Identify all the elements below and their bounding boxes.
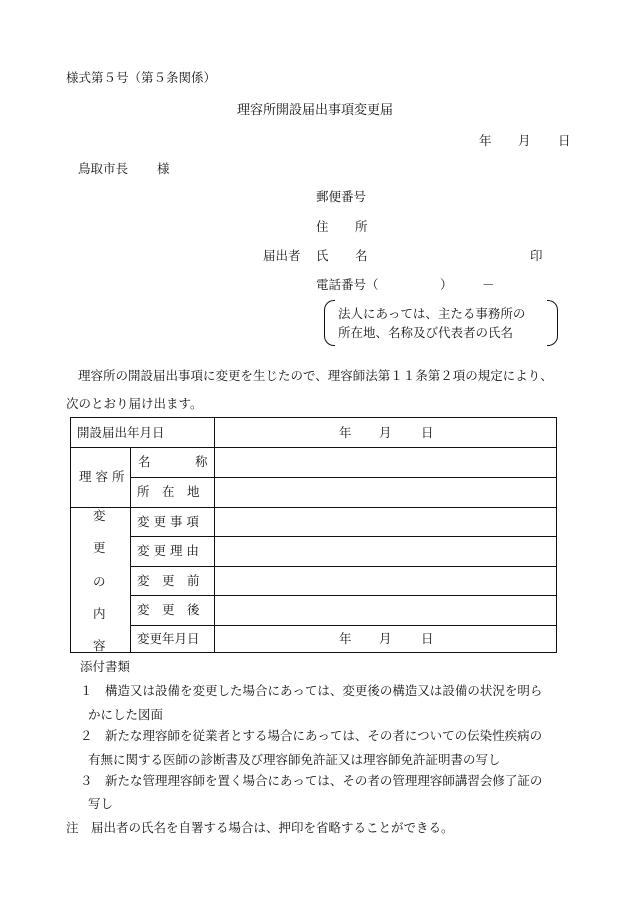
addressee-honorific: 様 <box>157 161 170 176</box>
change-content-char: 容 <box>93 638 106 653</box>
attachment-item1-line1: １ 構造又は設備を変更した場合にあっては、変更後の構造又は設備の状況を明ら <box>80 683 543 698</box>
address-label-first: 住 <box>316 219 329 234</box>
applicant-label: 届出者 <box>263 248 301 263</box>
row-divider <box>71 447 556 448</box>
attachment-item2-line2: 有無に関する医師の診断書及び理容師免許証又は理容師免許証明書の写し <box>88 752 501 767</box>
seal-mark: 印 <box>530 248 543 263</box>
attachment-item2-line1: ２ 新たな理容師を従業者とする場合にあっては、その者についての伝染性疾病の <box>80 728 543 743</box>
change-date-label: 変更年月日 <box>137 631 200 646</box>
corporation-note <box>332 300 550 346</box>
after-change-label: 変 更 後 <box>137 602 200 617</box>
location-label: 所 在 地 <box>137 484 200 499</box>
addressee-name: 鳥取市長 <box>78 161 129 176</box>
date-month-label: 月 <box>518 133 531 148</box>
phone-dash: － <box>482 277 495 292</box>
col-divider <box>214 418 215 652</box>
change-date-year: 年 <box>339 631 352 646</box>
phone-label: 電話番号（ <box>316 277 379 292</box>
attachments-heading: 添付書類 <box>80 659 131 674</box>
col-divider <box>130 447 131 652</box>
opening-date-year: 年 <box>339 425 352 440</box>
opening-date-label: 開設届出年月日 <box>77 425 165 440</box>
address-label-second: 所 <box>355 219 368 234</box>
before-change-label: 変 更 前 <box>137 573 200 588</box>
change-content-char: 内 <box>93 606 106 621</box>
change-content-char: 変 <box>93 508 106 523</box>
body-text-line1: 理容所の開設届出事項に変更を生じたので、理容師法第１１条第２項の規定により、 <box>78 368 553 383</box>
phone-close-paren: ） <box>440 277 453 292</box>
change-date-day: 日 <box>421 631 434 646</box>
corporation-note-line1: 法人にあっては、主たる事務所の <box>338 306 526 321</box>
attachment-item3-line1: ３ 新たな管理理容師を置く場合にあっては、その者の管理理容師講習会修了証の <box>80 773 543 788</box>
change-date-month: 月 <box>379 631 392 646</box>
name-label-second: 名 <box>355 248 368 263</box>
attachment-item1-line2: かにした図面 <box>88 707 164 722</box>
body-text-line2: 次のとおり届け出ます。 <box>66 396 203 411</box>
row-divider <box>130 536 556 537</box>
left-bracket <box>324 300 335 346</box>
row-divider <box>71 507 556 508</box>
corporation-note-line2: 所在地、名称及び代表者の氏名 <box>338 325 514 340</box>
opening-date-month: 月 <box>379 425 392 440</box>
row-divider <box>130 625 556 626</box>
date-day-label: 日 <box>558 133 571 148</box>
signature-note: 注 届出者の氏名を自署する場合は、押印を省略することができる。 <box>66 820 454 835</box>
change-content-char: 更 <box>93 540 106 555</box>
row-divider <box>130 566 556 567</box>
row-divider <box>130 477 556 478</box>
change-table <box>70 417 557 653</box>
opening-date-day: 日 <box>421 425 434 440</box>
shop-name-label-second: 称 <box>195 454 208 469</box>
barbershop-label: 理 容 所 <box>79 469 125 484</box>
postal-code-label: 郵便番号 <box>316 189 367 204</box>
row-divider <box>130 595 556 596</box>
change-reason-label: 変 更 理 由 <box>137 543 199 558</box>
date-year-label: 年 <box>479 133 492 148</box>
form-number: 様式第５号（第５条関係） <box>66 70 217 85</box>
right-bracket <box>547 300 558 346</box>
form-title: 理容所開設届出事項変更届 <box>236 103 393 118</box>
shop-name-label-first: 名 <box>138 454 151 469</box>
change-content-char: の <box>93 574 106 589</box>
name-label-first: 氏 <box>316 248 329 263</box>
attachment-item3-line2: 写し <box>88 796 114 811</box>
change-item-label: 変 更 事 項 <box>137 514 199 529</box>
